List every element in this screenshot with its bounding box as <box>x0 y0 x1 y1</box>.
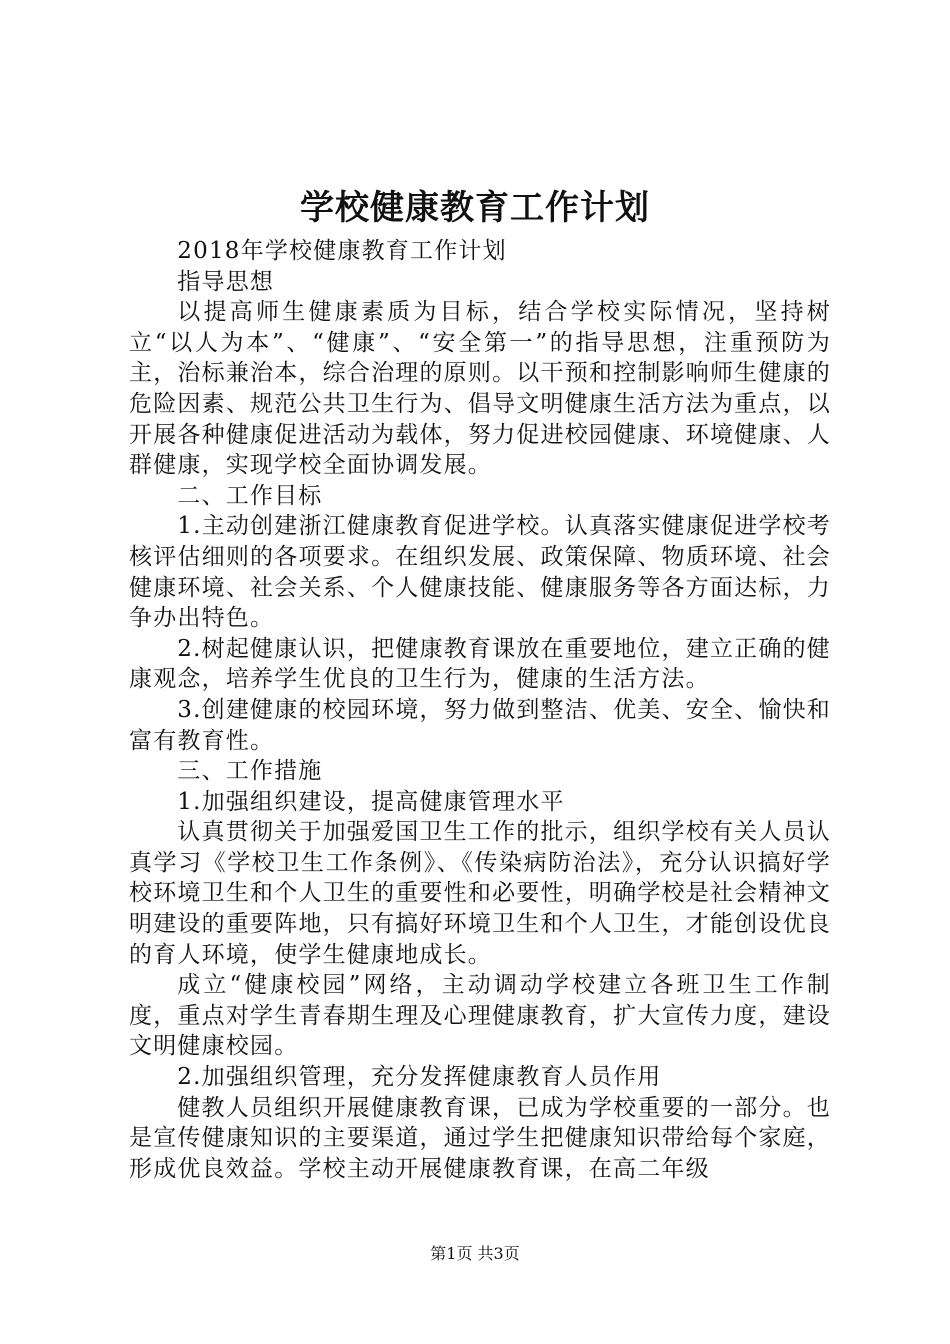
paragraph-subtitle: 2018年学校健康教育工作计划 <box>177 238 507 264</box>
paragraph-heading-work-goals: 二、工作目标 <box>177 482 323 509</box>
paragraph-measure-1-heading: 1.加强组织建设，提高健康管理水平 <box>177 788 565 815</box>
paragraph-measure-2-heading: 2.加强组织管理，充分发挥健康教育人员作用 <box>177 1064 662 1091</box>
page-footer: 第1页 共3页 <box>430 1244 520 1263</box>
paragraph-guiding-thought: 以提高师生健康素质为目标，结合学校实际情况，坚持树立“以人为本”、“健康”、“安全第一”的指导思想，注重预防为主，治标兼治本，综合治理的原则。以干预和控制影响师生健康的危险因素、规范公共卫生行为、倡导文明健康生活方法为重点，以开展各种健康促进活动为载体，努力促进校园健康、环境健康、人群健康，实现学校全面协调发展。 <box>129 299 831 479</box>
paragraph-measure-1-network: 成立“健康校园”网络，主动调动学校建立各班卫生工作制度，重点对学生青春期生理及心理健康教育，扩大宣传力度，建设文明健康校园。 <box>129 972 831 1060</box>
paragraph-measure-2-body: 健教人员组织开展健康教育课，已成为学校重要的一部分。也是宣传健康知识的主要渠道，通过学生把健康知识带给每个家庭，形成优良效益。学校主动开展健康教育课，在高二年级 <box>129 1094 831 1182</box>
paragraph-heading-guiding-thought: 指导思想 <box>177 268 275 295</box>
paragraph-heading-work-measures: 三、工作措施 <box>177 758 323 785</box>
paragraph-goal-3: 3.创建健康的校园环境，努力做到整洁、优美、安全、愉快和富有教育性。 <box>129 696 831 754</box>
paragraph-measure-1-body: 认真贯彻关于加强爱国卫生工作的批示，组织学校有关人员认真学习《学校卫生工作条例》、《传染病防治法》，充分认识搞好学校环境卫生和个人卫生的重要性和必要性，明确学校是社会精神文明建设的重要阵地，只有搞好环境卫生和个人卫生，才能创设优良的育人环境，使学生健康地成长。 <box>129 819 831 968</box>
document-title: 学校健康教育工作计划 <box>300 188 650 228</box>
document-body <box>129 236 831 1184</box>
paragraph-goal-1: 1.主动创建浙江健康教育促进学校。认真落实健康促进学校考核评估细则的各项要求。在组织发展、政策保障、物质环境、社会健康环境、社会关系、个人健康技能、健康服务等各方面达标，力争办出特色。 <box>129 513 831 632</box>
paragraph-goal-2: 2.树起健康认识，把健康教育课放在重要地位，建立正确的健康观念，培养学生优良的卫生行为，健康的生活方法。 <box>129 635 831 693</box>
